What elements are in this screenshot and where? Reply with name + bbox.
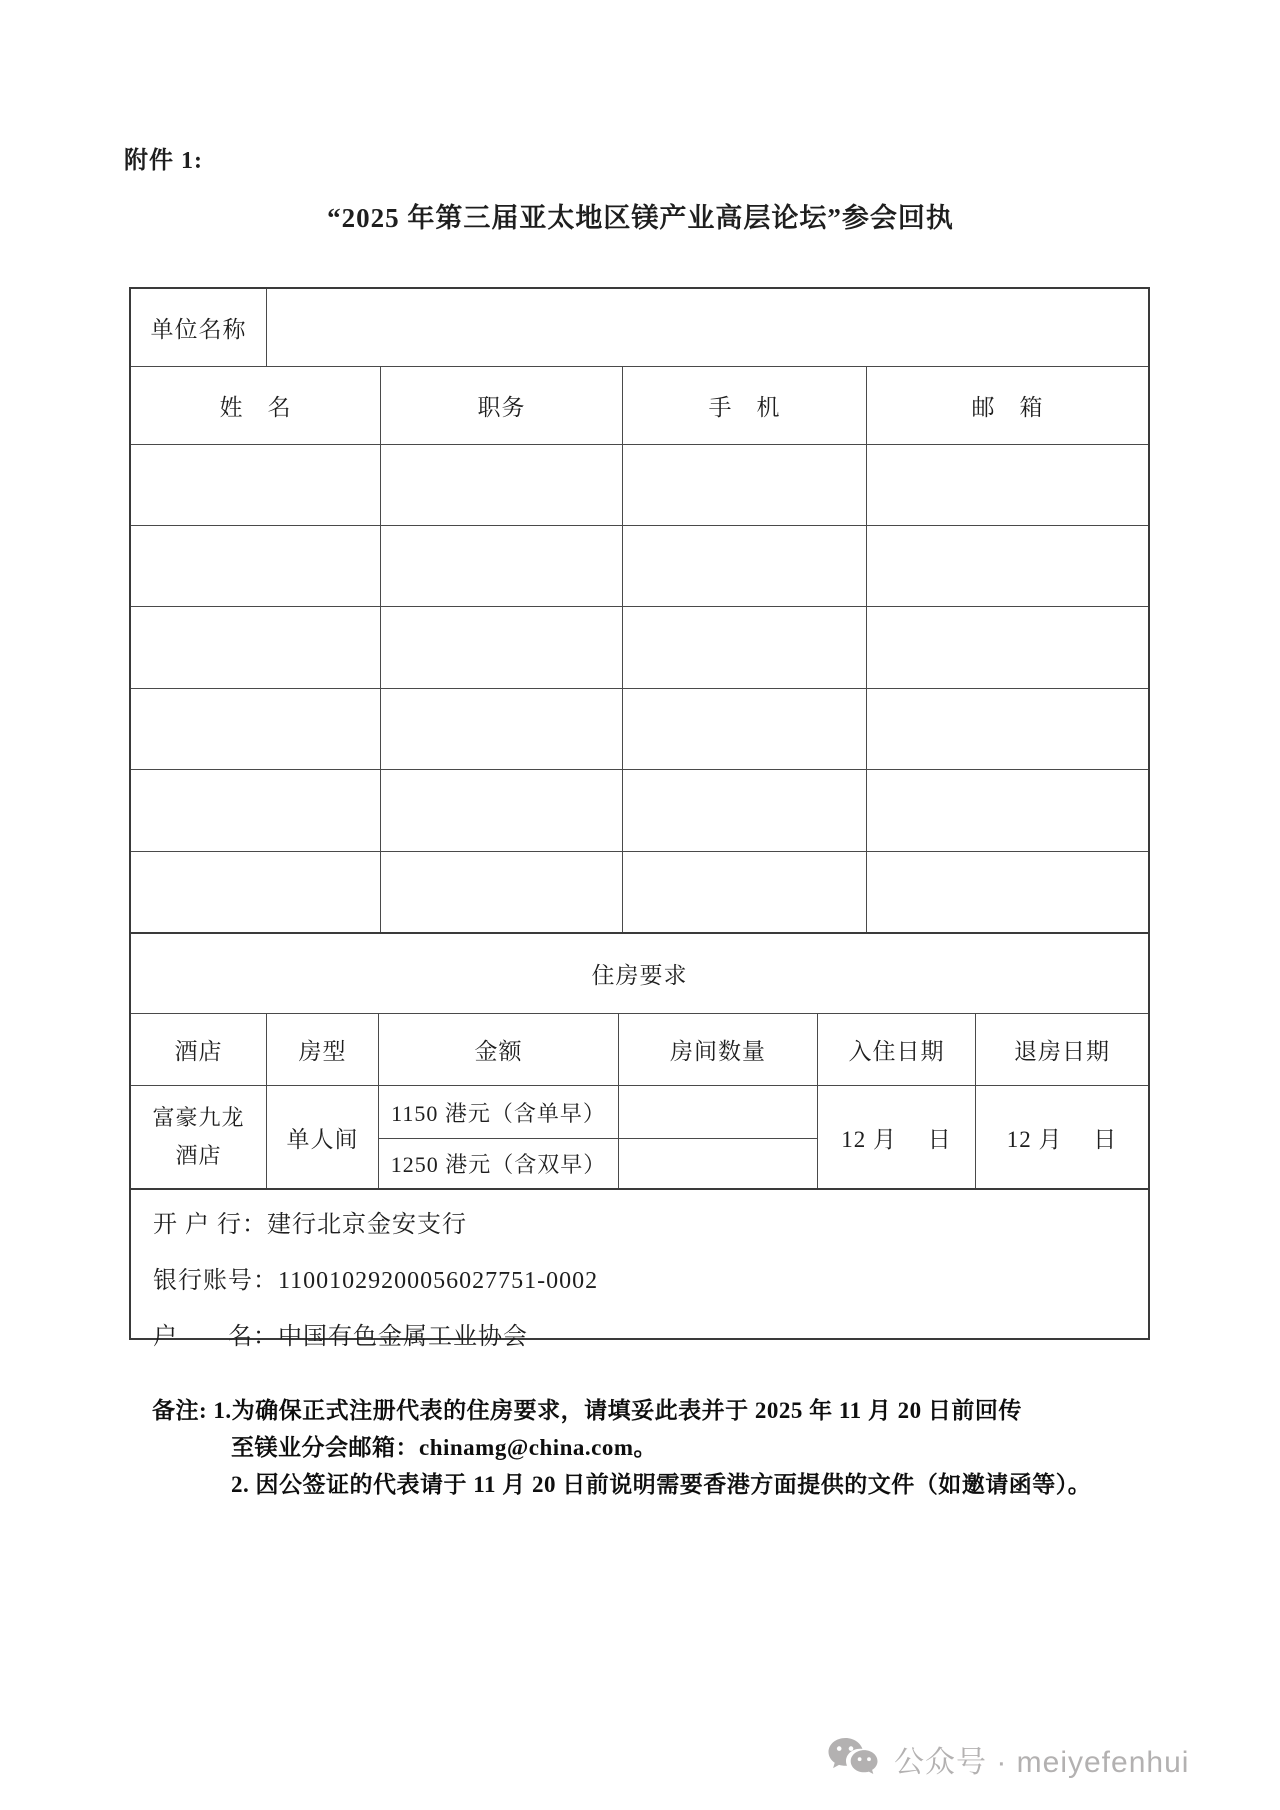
attendee-position-cell: [380, 607, 622, 688]
checkin-date-cell: 12 月 日: [817, 1086, 975, 1188]
remarks-block: [152, 1392, 1162, 1503]
attendee-row: [131, 525, 1148, 606]
column-header-name: 姓 名: [219, 395, 292, 420]
room-type-cell: 单人间: [266, 1086, 378, 1188]
price-option-single-breakfast: 1150 港元（含单早）: [391, 1100, 606, 1126]
wechat-watermark: [826, 1736, 1189, 1782]
attendee-mobile-cell: [622, 445, 866, 525]
attendee-row: [131, 606, 1148, 688]
housing-section-row: [131, 932, 1148, 1013]
bank-account-line: 银行账号：11001029200056027751-0002: [153, 1268, 599, 1294]
housing-column-checkin: 入住日期: [817, 1014, 975, 1085]
attendee-mobile-cell: [622, 770, 866, 851]
unit-name-row: [131, 289, 1148, 366]
housing-column-checkout: 退房日期: [975, 1014, 1148, 1085]
attendee-name-cell: [131, 607, 380, 688]
attachment-label: 附件 1:: [124, 148, 203, 174]
housing-column-room-type: 房型: [266, 1014, 378, 1085]
checkout-date-cell: 12 月 日: [975, 1086, 1148, 1188]
housing-column-room-count: 房间数量: [618, 1014, 817, 1085]
wechat-icon: [826, 1736, 880, 1782]
attendee-row: [131, 444, 1148, 525]
attendee-name-cell: [131, 526, 380, 606]
watermark-text: 公众号 · meiyefenhui: [894, 1746, 1190, 1779]
room-count-option2-cell: [619, 1138, 817, 1188]
attendee-row: [131, 851, 1148, 932]
bank-info-cell: [131, 1190, 1148, 1350]
hotel-row: [131, 1085, 1148, 1188]
attendee-position-cell: [380, 852, 622, 932]
attendee-name-cell: [131, 445, 380, 525]
attendee-row: [131, 769, 1148, 851]
price-options-cell: [378, 1086, 618, 1188]
attendee-name-cell: [131, 689, 380, 769]
column-header-position: 职务: [380, 367, 622, 444]
housing-column-amount: 金额: [378, 1014, 618, 1085]
attendee-email-cell: [866, 689, 1148, 769]
column-header-mobile: 手 机: [622, 367, 866, 444]
attendee-mobile-cell: [622, 607, 866, 688]
attendee-email-cell: [866, 770, 1148, 851]
unit-name-label: 单位名称: [150, 317, 247, 342]
room-count-cell: [618, 1086, 817, 1188]
attendee-header-row: [131, 366, 1148, 444]
housing-section-title: 住房要求: [591, 963, 688, 988]
attendee-position-cell: [380, 689, 622, 769]
room-count-option1-cell: [619, 1086, 817, 1138]
housing-column-hotel: 酒店: [174, 1039, 223, 1064]
attendee-email-cell: [866, 607, 1148, 688]
remark-line-1: 备注: 1.为确保正式注册代表的住房要求，请填妥此表并于 2025 年 11 月 20 日前回传: [152, 1398, 1022, 1423]
attendee-row: [131, 688, 1148, 769]
bank-holder-line: 户 名：中国有色金属工业协会: [153, 1324, 528, 1350]
attendee-name-cell: [131, 852, 380, 932]
attendee-mobile-cell: [622, 689, 866, 769]
registration-form-table: [129, 287, 1150, 1350]
bank-info-row: [131, 1188, 1148, 1350]
attendee-mobile-cell: [622, 526, 866, 606]
attendee-email-cell: [866, 526, 1148, 606]
price-option-double-breakfast: 1250 港元（含双早）: [379, 1138, 618, 1188]
attendee-email-cell: [866, 852, 1148, 932]
remark-line-3: 2. 因公签证的代表请于 11 月 20 日前说明需要香港方面提供的文件（如邀请函等）。: [231, 1472, 1092, 1497]
bank-branch-line: 开 户 行：建行北京金安支行: [153, 1212, 467, 1238]
attendee-position-cell: [380, 770, 622, 851]
attendee-name-cell: [131, 770, 380, 851]
hotel-name-cell: [131, 1086, 266, 1188]
hotel-name-line2: 酒店: [175, 1143, 222, 1168]
attendee-position-cell: [380, 526, 622, 606]
attendee-email-cell: [866, 445, 1148, 525]
column-header-email: 邮 箱: [866, 367, 1148, 444]
hotel-name-line1: 富豪九龙: [152, 1105, 245, 1130]
attendee-mobile-cell: [622, 852, 866, 932]
remark-line-2: 至镁业分会邮箱：chinamg@china.com。: [231, 1435, 658, 1460]
page-title: “2025 年第三届亚太地区镁产业高层论坛”参会回执: [327, 203, 954, 233]
unit-name-value-cell: [266, 289, 1148, 366]
attendee-position-cell: [380, 445, 622, 525]
housing-header-row: [131, 1013, 1148, 1085]
